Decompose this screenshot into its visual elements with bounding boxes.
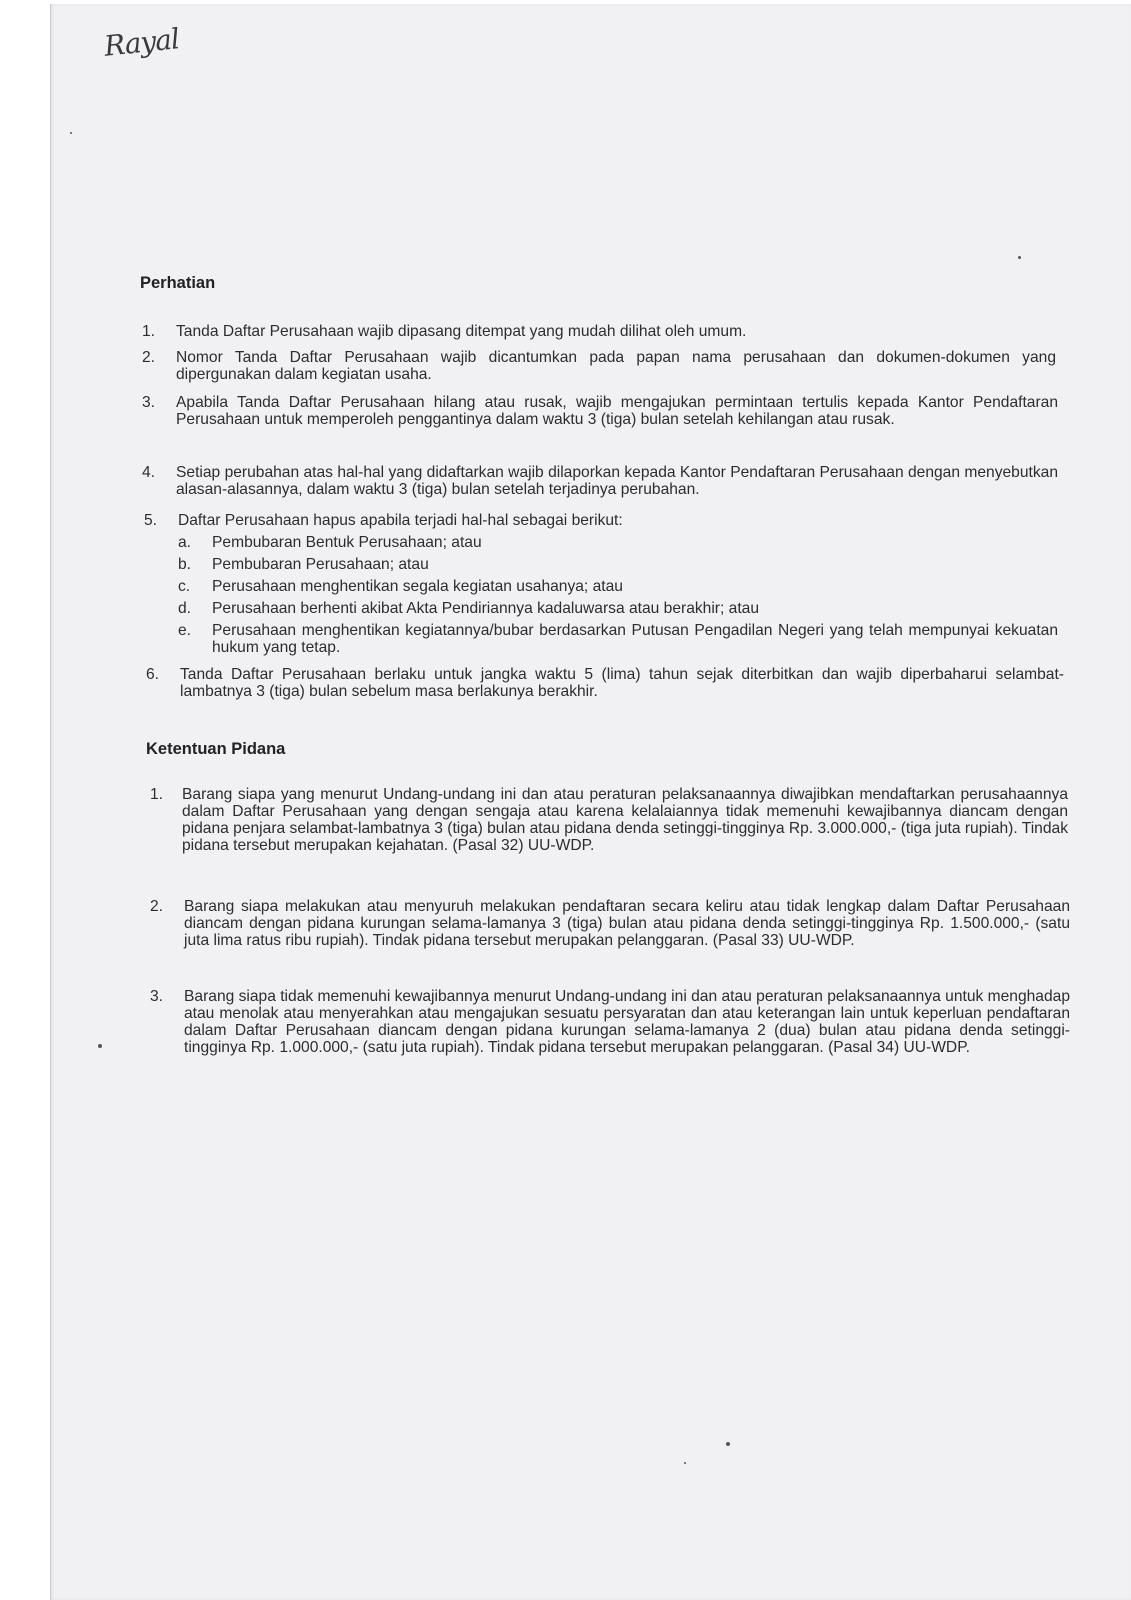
subitem-letter: c. — [178, 578, 191, 595]
ketentuan-item-3 — [150, 988, 1070, 1078]
item-number: 3. — [142, 394, 156, 411]
perhatian-item-5 — [144, 512, 1064, 530]
perhatian-subitem-a — [178, 534, 1058, 552]
subitem-letter: e. — [178, 622, 192, 639]
item-number: 6. — [146, 666, 160, 683]
item-text: Tanda Daftar Perusahaan berlaku untuk jangka waktu 5 (lima) tahun sejak diterbitkan dan wajib diperbaharui selambat-lambatnya 3 (tiga) bulan sebelum masa berlakunya berakhir. — [180, 666, 1064, 700]
perhatian-item-3 — [142, 394, 1062, 448]
item-text: Tanda Daftar Perusahaan wajib dipasang ditempat yang mudah dilihat oleh umum. — [176, 323, 747, 340]
item-number: 1. — [150, 786, 164, 803]
perhatian-heading: Perhatian — [140, 274, 216, 292]
scan-speck — [684, 1462, 686, 1464]
item-text: Nomor Tanda Daftar Perusahaan wajib dicantumkan pada papan nama perusahaan dan dokumen-dokumen yang dipergunakan dalam kegiatan usaha. — [176, 349, 1056, 383]
perhatian-subitem-e — [178, 622, 1058, 658]
item-number: 1. — [142, 323, 156, 340]
scan-speck — [726, 1442, 730, 1446]
sheet-edge — [50, 4, 51, 1600]
perhatian-item-6 — [146, 666, 1066, 702]
item-text: Barang siapa yang menurut Undang-undang ini dan atau peraturan pelaksanaannya diwajibkan mendaftarkan perusahaannya dalam Daftar Perusahaan yang dengan sengaja atau karena kelalaiannya tidak memenuhi kewajibannya diancam dengan pidana penjara selambat-lambatnya 3 (tiga) bulan atau pidana denda setinggi-tingginya Rp. 3.000.000,- (tiga juta rupiah). Tindak pidana tersebut merupakan kejahatan. (Pasal 32) UU-WDP. — [182, 786, 1068, 854]
subitem-text: Perusahaan menghentikan kegiatannya/bubar berdasarkan Putusan Pengadilan Negeri yang telah mempunyai kekuatan hukum yang tetap. — [212, 622, 1058, 656]
item-number: 4. — [142, 464, 156, 481]
item-number: 3. — [150, 988, 164, 1005]
perhatian-subitem-b — [178, 556, 1058, 574]
subitem-text: Perusahaan menghentikan segala kegiatan usahanya; atau — [212, 578, 623, 595]
item-text: Barang siapa melakukan atau menyuruh melakukan pendaftaran secara keliru atau tidak lengkap dalam Daftar Perusahaan diancam dengan pidana kurungan selama-lamanya 3 (tiga) bulan atau pidana denda setinggi-tingginya Rp. 1.500.000,- (satu juta lima ratus ribu rupiah). Tindak pidana tersebut merupakan pelanggaran. (Pasal 33) UU-WDP. — [184, 898, 1070, 949]
ketentuan-item-2 — [150, 898, 1070, 970]
perhatian-subitem-c — [178, 578, 1058, 596]
ketentuan-pidana-heading: Ketentuan Pidana — [146, 740, 286, 758]
subitem-letter: a. — [178, 534, 192, 551]
item-number: 2. — [150, 898, 164, 915]
perhatian-item-4 — [142, 464, 1062, 500]
perhatian-item-1 — [142, 323, 1062, 341]
perhatian-item-2 — [142, 349, 1062, 385]
item-number: 5. — [144, 512, 158, 529]
item-number: 2. — [142, 349, 156, 366]
item-text: Daftar Perusahaan hapus apabila terjadi hal-hal sebagai berikut: — [178, 512, 623, 529]
subitem-letter: d. — [178, 600, 192, 617]
item-text: Barang siapa tidak memenuhi kewajibannya menurut Undang-undang ini dan atau peraturan pelaksanaannya untuk menghadap atau menolak atau menyerahkan atau mengajukan sesuatu persyaratan dan atau keterangan lain untuk keperluan pendaftaran dalam Daftar Perusahaan diancam dengan pidana kurungan selama-lamanya 2 (dua) bulan atau pidana denda setinggi-tingginya Rp. 1.000.000,- (satu juta rupiah). Tindak pidana tersebut merupakan pelanggaran. (Pasal 34) UU-WDP. — [184, 988, 1070, 1056]
ketentuan-item-1 — [150, 786, 1070, 876]
scan-background — [0, 0, 50, 1600]
scan-speck — [70, 132, 72, 134]
scan-speck — [98, 1044, 102, 1048]
subitem-text: Pembubaran Bentuk Perusahaan; atau — [212, 534, 482, 551]
scan-speck — [1018, 256, 1021, 259]
handwritten-note: Rayal — [102, 22, 181, 63]
item-text: Apabila Tanda Daftar Perusahaan hilang atau rusak, wajib mengajukan permintaan tertulis kepada Kantor Pendaftaran Perusahaan untuk memperoleh penggantinya dalam waktu 3 (tiga) bulan setelah kehilangan atau rusak. — [176, 394, 1058, 428]
item-text: Setiap perubahan atas hal-hal yang didaftarkan wajib dilaporkan kepada Kantor Pendaftaran Perusahaan dengan menyebutkan alasan-alasannya, dalam waktu 3 (tiga) bulan setelah terjadinya perubahan. — [176, 464, 1058, 498]
subitem-text: Perusahaan berhenti akibat Akta Pendiriannya kadaluwarsa atau berakhir; atau — [212, 600, 760, 617]
perhatian-subitem-d — [178, 600, 1058, 618]
subitem-text: Pembubaran Perusahaan; atau — [212, 556, 429, 573]
subitem-letter: b. — [178, 556, 192, 573]
